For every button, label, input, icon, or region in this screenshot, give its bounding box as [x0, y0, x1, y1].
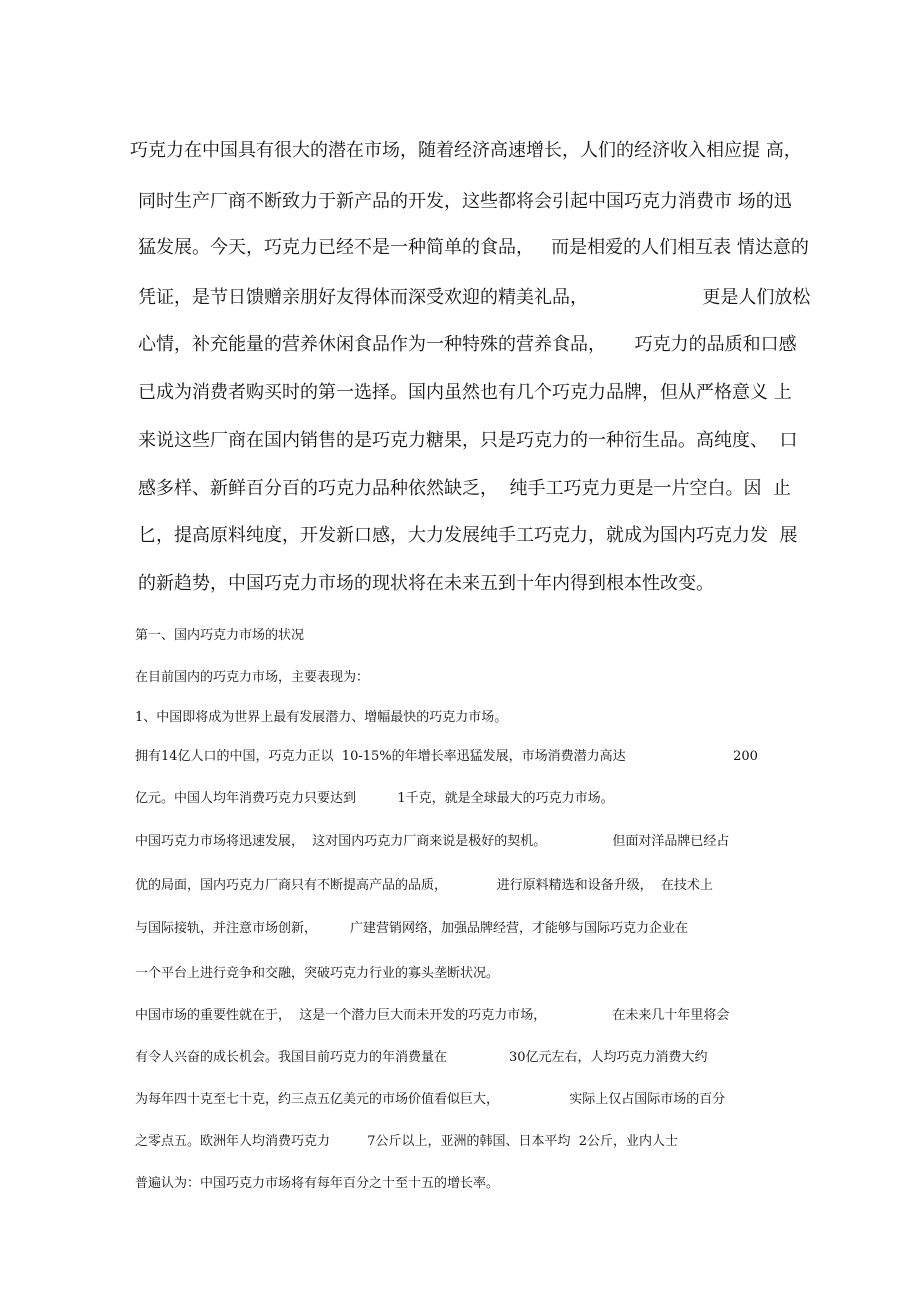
intro-line-2: 同时生产厂商不断致力于新产品的开发，这些都将会引起中国巧克力消费市 场的迅 [138, 191, 792, 212]
para-2-line-2: 优的局面，国内巧克力厂商只有不断提高产品的品质， 进行原料精选和设备升级， 在技术上 [135, 878, 713, 893]
para-3-line-1: 中国市场的重要性就在于， 这是一个潜力巨大而未开发的巧克力市场， 在未来几十年里将会 [135, 1008, 730, 1023]
intro-line-3: 猛发展。今天，巧克力已经不是一种简单的食品， 而是相爱的人们相互表 情达意的 [138, 237, 809, 258]
para-2-line-3: 与国际接轨，并注意市场创新， 广建营销网络，加强品牌经营，才能够与国际巧克力企业在 [135, 921, 689, 936]
para-2-line-4: 一个平台上进行竞争和交融，突破巧克力行业的寡头垄断状况。 [135, 966, 500, 981]
lead-in: 在目前国内的巧克力市场，主要表现为： [135, 670, 370, 685]
intro-line-10: 的新趋势，中国巧克力市场的现状将在未来五到十年内得到根本性改变。 [138, 573, 714, 594]
para-1-line-1: 拥有14亿人口的中国，巧克力正以 10-15%的年增长率迅猛发展，市场消费潜力高达 200 [135, 749, 758, 764]
intro-line-9: 匕，提高原料纯度，开发新口感，大力发展纯手工巧克力，就成为国内巧克力发 展 [138, 525, 798, 546]
intro-line-5: 心情，补充能量的营养休闲食品作为一种特殊的营养食品， 巧克力的品质和口感 [138, 334, 797, 355]
para-2-line-1: 中国巧克力市场将迅速发展， 这对国内巧克力厂商来说是极好的契机。 但面对洋品牌已经占 [135, 834, 730, 849]
intro-line-1: 巧克力在中国具有很大的潜在市场，随着经济高速增长，人们的经济收入相应提 高， [130, 140, 802, 161]
para-3-line-2: 有令人兴奋的成长机会。我国目前巧克力的年消费量在 30亿元左右，人均巧克力消费大约 [135, 1050, 708, 1065]
section-heading: 第一、国内巧克力市场的状况 [135, 628, 305, 643]
para-1-line-2: 亿元。中国人均年消费巧克力只要达到 1千克，就是全球最大的巧克力市场。 [135, 791, 614, 806]
para-3-line-5: 普遍认为：中国巧克力市场将有每年百分之十至十五的增长率。 [135, 1176, 500, 1191]
intro-line-4: 凭证，是节日馈赠亲朋好友得体而深受欢迎的精美礼品， 更是人们放松 [138, 287, 811, 308]
intro-line-7: 来说这些厂商在国内销售的是巧克力糖果，只是巧克力的一种衍生品。高纯度、 口 [138, 430, 798, 451]
para-3-line-3: 为每年四十克至七十克，约三点五亿美元的市场价值看似巨大， 实际上仅占国际市场的百分 [135, 1092, 726, 1107]
intro-line-8: 感多样、新鲜百分百的巧克力品种依然缺乏， 纯手工巧克力更是一片空白。因 止 [138, 478, 791, 499]
para-3-line-4: 之零点五。欧洲年人均消费巧克力 7公斤以上，亚洲的韩国、日本平均 2公斤，业内人士 [135, 1134, 678, 1149]
point-1: 1、中国即将成为世界上最有发展潜力、增幅最快的巧克力市场。 [135, 710, 508, 725]
intro-line-6: 已成为消费者购买时的第一选择。国内虽然也有几个巧克力品牌，但从严格意义 上 [138, 382, 792, 403]
